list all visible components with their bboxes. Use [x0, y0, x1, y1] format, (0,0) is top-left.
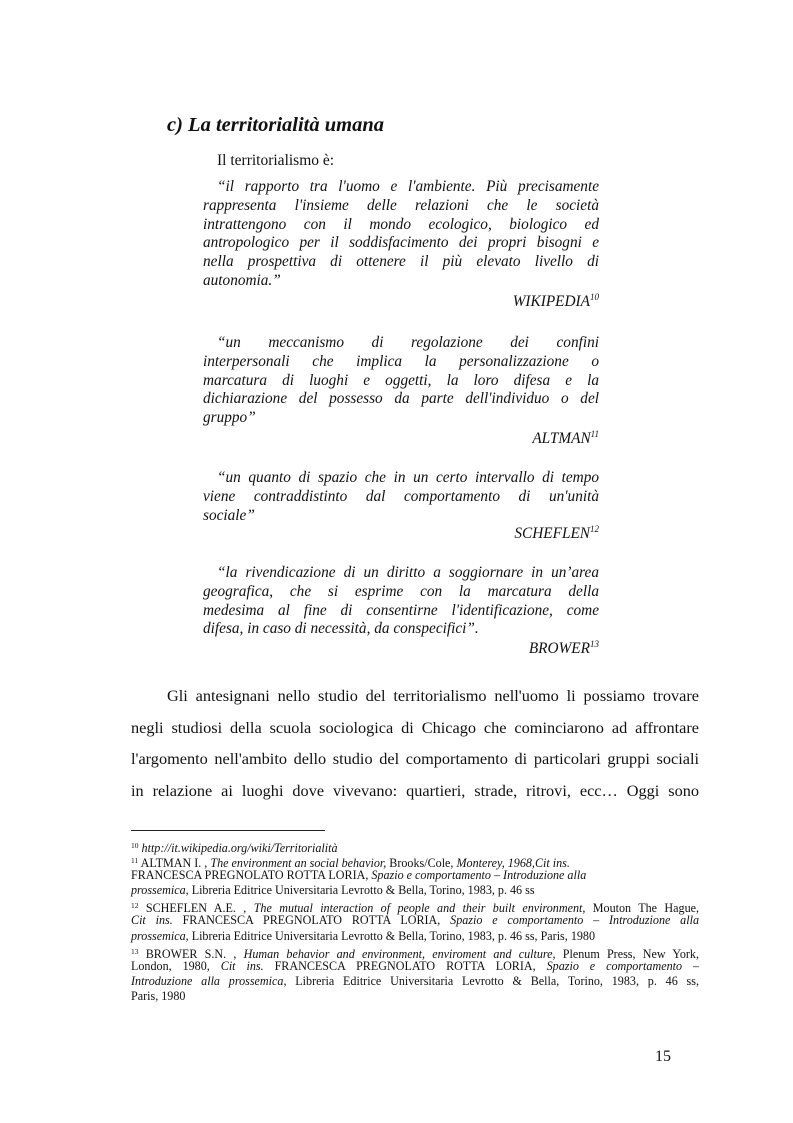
quote-line: gruppo”	[203, 409, 256, 427]
footnote-link[interactable]: http://it.wikipedia.org/wiki/Territorialità	[141, 841, 338, 855]
footnote-12	[131, 898, 699, 943]
footnote-text: The environment an social behavior,	[210, 856, 387, 871]
footnote-text: FRANCESCA PREGNOLATO ROTTA LORIA,	[131, 868, 372, 883]
quote-brower	[203, 564, 599, 639]
quote-line: dichiarazione del possesso da parte dell'individuo o del	[203, 390, 599, 408]
footnote-ref[interactable]: 10	[590, 292, 599, 302]
footnote-text: Mouton The Hague,	[585, 901, 700, 916]
author-name: ALTMAN	[532, 430, 591, 447]
footnote-text: Introduzione alla prossemica	[131, 973, 284, 988]
intro-text: Il territorialismo è:	[217, 152, 335, 169]
footnote-text: Human behavior and environment, enviroment and culture,	[243, 946, 556, 961]
footnote-text: Brooks/Cole,	[386, 856, 457, 871]
footnote-text: , Libreria Editrice Universitaria Levrotto & Bella, Torino, 1983, p. 46 ss	[185, 883, 535, 898]
author-name: WIKIPEDIA	[512, 293, 590, 310]
quote-line: autonomia.”	[203, 271, 281, 289]
quote-line: nella prospettiva di ottenere il più elevato livello di	[203, 253, 599, 271]
quote-line: intrattengono con il mondo ecologico, biologico ed	[203, 215, 599, 233]
quote-line: sociale”	[203, 506, 255, 524]
footnote-text: SCHEFLEN A.E. ,	[138, 901, 254, 916]
quote-author	[513, 292, 599, 311]
quote-line: difesa, in caso di necessità, da conspecifici”.	[203, 620, 479, 638]
footnote-ref[interactable]: 13	[590, 639, 599, 649]
footnote-number: 11	[131, 856, 139, 866]
body-paragraph	[131, 680, 699, 807]
footnote-text: Spazio e comportamento –	[546, 958, 700, 973]
quote-author	[529, 639, 599, 658]
footnote-text: FRANCESCA PREGNOLATO ROTTA LORIA,	[172, 913, 451, 928]
footnote-text: Cit ins.	[131, 913, 173, 928]
quote-line: geografica, che si esprime con la marcatura della	[203, 582, 599, 600]
quote-line: rappresenta l'insieme delle relazioni che le società	[203, 196, 599, 214]
footnote-text: BROWER S.N. ,	[138, 946, 244, 961]
footnote-ref[interactable]: 11	[590, 429, 599, 439]
section-heading: c) La territorialità umana	[167, 114, 384, 136]
quote-author	[532, 429, 599, 448]
footnote-text: prossemica	[131, 928, 186, 943]
footnote-number: 10	[131, 841, 139, 850]
quote-altman	[203, 334, 599, 428]
footnote-text: Spazio e comportamento – Introduzione alla	[371, 868, 587, 883]
footnote-text: Spazio e comportamento – Introduzione alla	[450, 913, 699, 928]
footnote-text: Cit ins.	[220, 958, 264, 973]
body-line: Gli antesignani nello studio del territorialismo nell'uomo li possiamo trovare	[167, 686, 699, 705]
footnote-text: , Libreria Editrice Universitaria Levrotto & Bella, Torino, 1983, p. 46 ss,	[283, 973, 699, 988]
quote-line: “un quanto di spazio che in un certo intervallo di tempo	[217, 469, 599, 486]
page-number: 15	[655, 1048, 671, 1065]
footnote-text: FRANCESCA PREGNOLATO ROTTA LORIA,	[263, 958, 547, 973]
footnote-ref[interactable]: 12	[590, 524, 599, 534]
quote-author	[514, 524, 599, 543]
quote-wikipedia	[203, 178, 599, 291]
quote-line: viene contraddistinto dal comportamento di un'unità	[203, 487, 599, 505]
footnote-number: 12	[131, 901, 139, 911]
quote-line: “un meccanismo di regolazione dei confini	[217, 334, 599, 351]
footnote-text: Paris, 1980	[131, 988, 186, 1003]
quote-line: “il rapporto tra l'uomo e l'ambiente. Più precisamente	[217, 178, 599, 195]
footnotes	[131, 838, 699, 1004]
quote-line: medesima al fine di consentirne l'identificazione, come	[203, 601, 599, 619]
author-name: BROWER	[528, 640, 590, 657]
footnote-text: London, 1980,	[131, 958, 221, 973]
footnote-text: prossemica	[131, 883, 186, 898]
footnote-number: 13	[131, 946, 139, 956]
body-line: negli studiosi della scuola sociologica di Chicago che cominciarono ad affrontare	[131, 717, 699, 737]
quote-scheflen	[203, 469, 599, 525]
quote-line: interpersonali che implica la personalizzazione o	[203, 352, 599, 370]
footnote-text: Monterey, 1968,Cit ins.	[456, 856, 570, 871]
body-line: in relazione ai luoghi dove vivevano: quartieri, strade, ritrovi, ecc… Oggi sono	[131, 781, 699, 801]
footnote-divider	[131, 830, 325, 831]
footnote-10	[131, 838, 699, 853]
body-line: l'argomento nell'ambito dello studio del comportamento di particolari gruppi sociali	[131, 749, 699, 769]
footnote-text: , Libreria Editrice Universitaria Levrotto & Bella, Torino, 1983, p. 46 ss, Paris, 1980	[185, 928, 596, 943]
footnote-text: The mutual interaction of people and their built environment,	[253, 901, 586, 916]
quote-line: antropologico per il soddisfacimento dei propri bisogni e	[203, 234, 599, 252]
footnote-11	[131, 853, 699, 898]
quote-line: “la rivendicazione di un diritto a soggiornare in un’area	[217, 564, 599, 581]
quote-line: marcatura di luoghi e oggetti, la loro difesa e la	[203, 371, 599, 389]
footnote-text: ALTMAN I. ,	[140, 856, 211, 871]
footnote-13	[131, 944, 699, 1004]
footnote-text: Plenum Press, New York,	[555, 946, 699, 961]
author-name: SCHEFLEN	[514, 525, 590, 542]
